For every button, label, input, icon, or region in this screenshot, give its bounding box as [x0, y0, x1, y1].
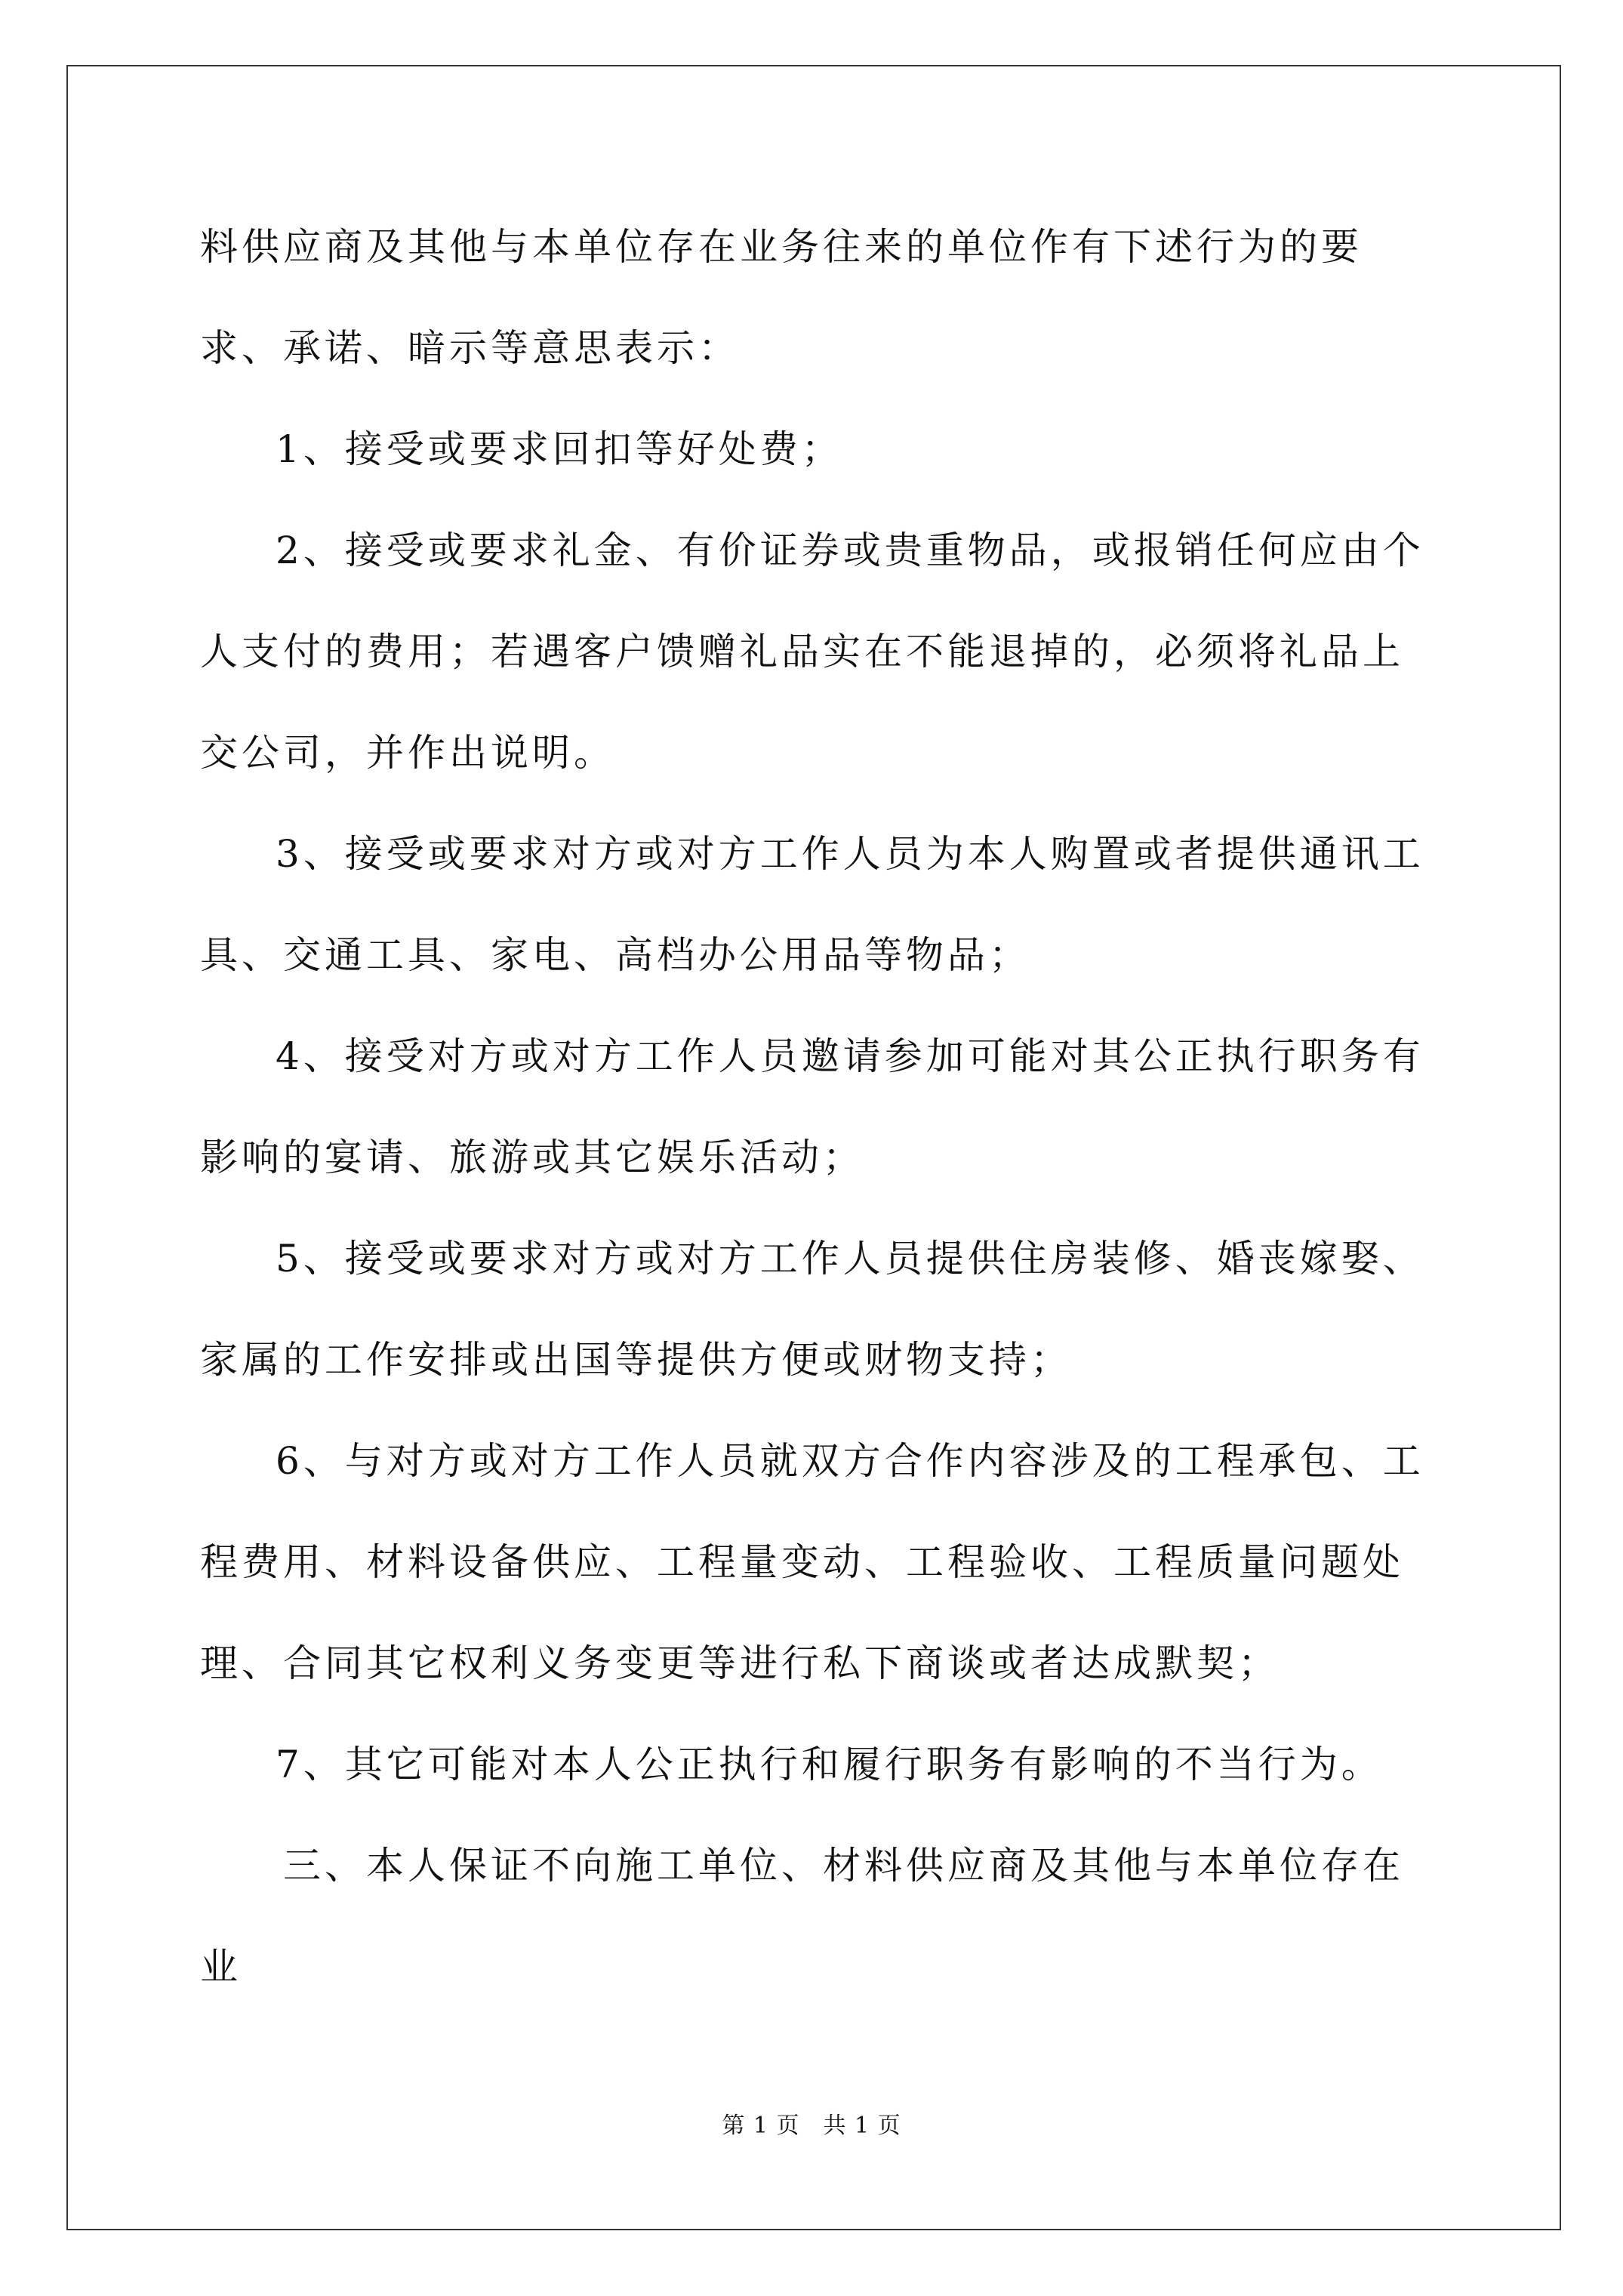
page-number-footer: 第 1 页 共 1 页 — [722, 2113, 901, 2139]
paragraph-section-3: 三、本人保证不向施工单位、材料供应商及其他与本单位存在业 — [200, 1844, 1404, 1989]
paragraph-item-7: 7、其它可能对本人公正执行和履行职务有影响的不当行为。 — [276, 1743, 1383, 1786]
paragraph-item-4: 4、接受对方或对方工作人员邀请参加可能对其公正执行职务有影响的宴请、旅游或其它娱乐活动； — [200, 1034, 1424, 1179]
paragraph-item-2: 2、接受或要求礼金、有价证券或贵重物品，或报销任何应由个人支付的费用；若遇客户馈赠礼品实在不能退掉的，必须将礼品上交公司，并作出说明。 — [200, 529, 1424, 775]
paragraph-item-1: 1、接受或要求回扣等好处费； — [276, 427, 843, 471]
paragraph-item-6: 6、与对方或对方工作人员就双方合作内容涉及的工程承包、工程费用、材料设备供应、工程量变动、工程验收、工程质量问题处理、合同其它权利义务变更等进行私下商谈或者达成默契； — [200, 1439, 1424, 1685]
paragraph-item-3: 3、接受或要求对方或对方工作人员为本人购置或者提供通讯工具、交通工具、家电、高档办公用品等物品； — [200, 832, 1424, 977]
paragraph-item-5: 5、接受或要求对方或对方工作人员提供住房装修、婚丧嫁娶、家属的工作安排或出国等提供方便或财物支持； — [200, 1237, 1424, 1382]
paragraph-continuation: 料供应商及其他与本单位存在业务往来的单位作有下述行为的要求、承诺、暗示等意思表示： — [200, 225, 1363, 370]
document-body — [200, 196, 1438, 2017]
